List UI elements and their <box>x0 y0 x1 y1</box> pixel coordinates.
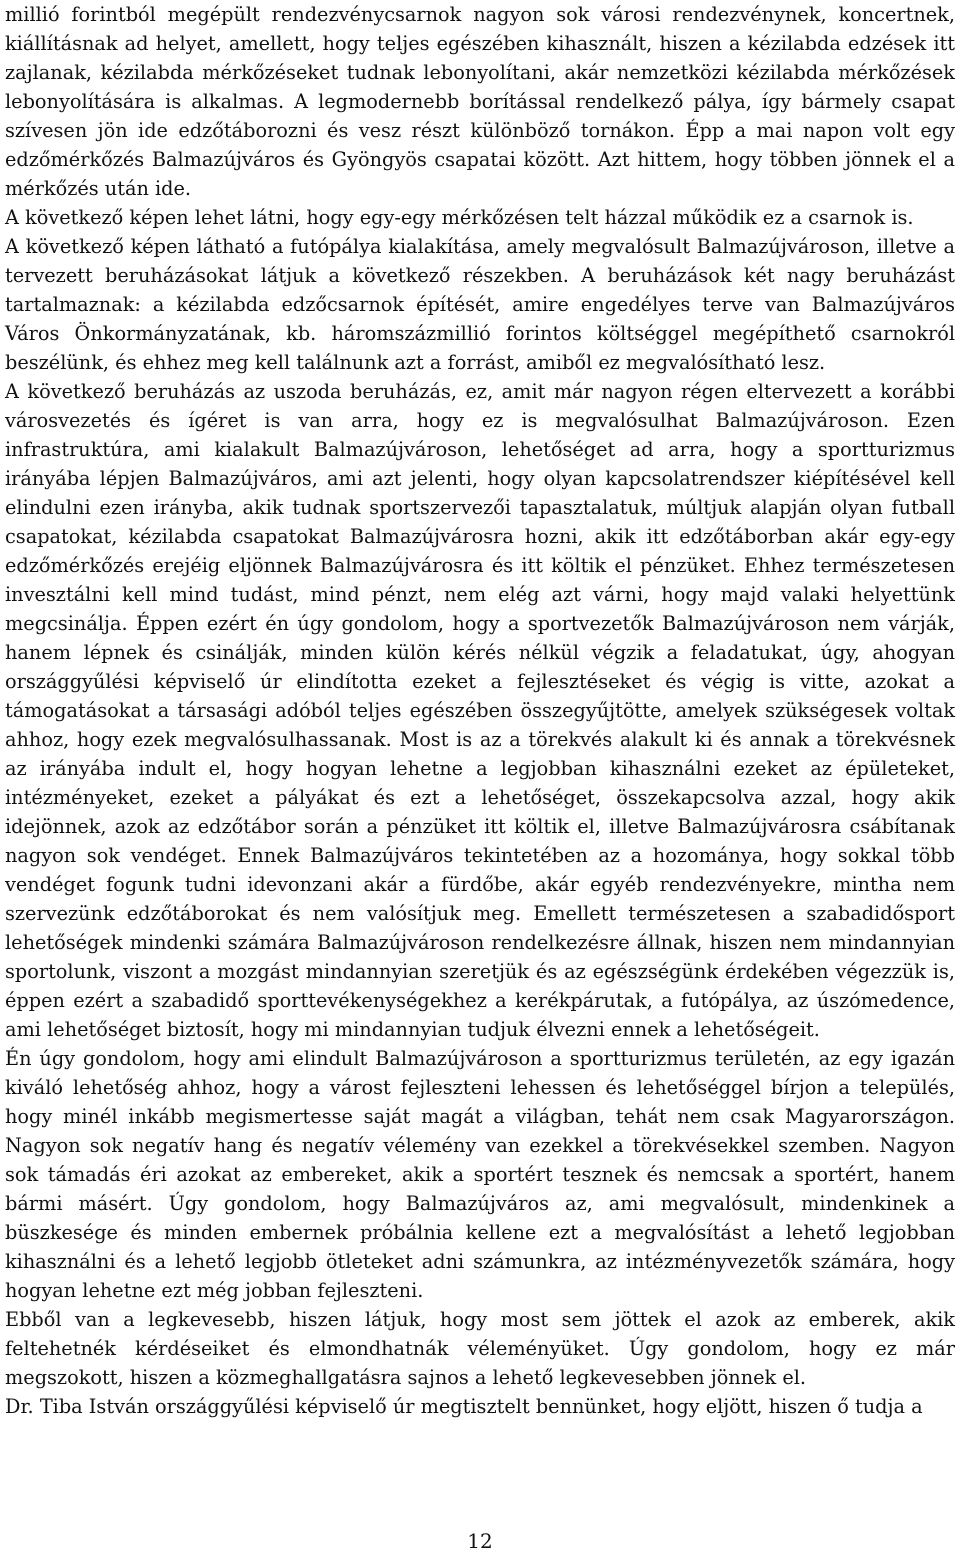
paragraph-dr-tiba-istvan: Dr. Tiba István országgyűlési képviselő úr megtisztelt bennünket, hogy eljött, hiszen ő tudja a <box>5 1395 923 1418</box>
paragraph-rendezvenycsarnok: millió forintból megépült rendezvénycsarnok nagyon sok városi rendezvénynek, koncertnek, kiállításnak ad helyet, amellett, hogy teljes egészében kihasznált, hiszen a kézilabda edzések itt zajlanak, kézilabda mérkőzéseket tudnak lebonyolítani, akár nemzetközi kézilabda mérkőzések lebonyolítására is alkalmas. A legmodernebb borítással rendelkező pálya, így bármely csapat szívesen jön ide edzőtáborozni és vesz részt különböző tornákon. Épp a mai napon volt egy edzőmérkőzés Balmazújváros és Gyöngyös csapatai között. Azt hittem, hogy többen jönnek el a mérkőzés után ide. <box>5 3 955 200</box>
paragraph-uszoda-beruhazas: A következő beruházás az uszoda beruházás, ez, amit már nagyon régen eltervezett a korábbi városvezetés és ígéret is van arra, hogy ez is megvalósulhat Balmazújvároson. Ezen infrastruktúra, ami kialakult Balmazújvároson, lehetőséget ad arra, hogy a sportturizmus irányába lépjen Balmazújváros, ami azt jelenti, hogy olyan kapcsolatrendszer kiépítésével kell elindulni ezen irányba, akik tudnak sportszervezői tapasztalatuk, múltjuk alapján olyan futball csapatokat, kézilabda csapatokat Balmazújvárosra hozni, akik itt edzőtáborban akár egy-egy edzőmérkőzés erejéig eljönnek Balmazújvárosra és itt költik el pénzüket. Ehhez természetesen invesztálni kell mind tudást, mind pénzt, nem elég azt várni, hogy majd valaki helyettünk megcsinálja. Éppen ezért én úgy gondolom, hogy a sportvezetők Balmazújvároson nem várják, hanem lépnek és csinálják, minden külön kérés nélkül végzik a feladatukat, úgy, ahogyan országgyűlési képviselő úr elindította ezeket a fejlesztéseket és végig is vitte, azokat a támogatásokat a társasági adóból teljes egészében összegyűjtötte, amelyek szükségesek voltak ahhoz, hogy ezek megvalósulhassanak. Most is az a törekvés alakult ki és annak a törekvésnek az irányába indult el, hogy hogyan lehetne a legjobban kihasználni ezeket az épületeket, intézményeket, ezeket a pályákat és ezt a lehetőséget, összekapcsolva azzal, hogy akik idejönnek, azok az edzőtábor során a pénzüket itt költik el, illetve Balmazújvárosra csábítanak nagyon sok vendéget. Ennek Balmazújváros tekintetében az a hozománya, hogy sokkal több vendéget fogunk tudni idevonzani akár a fürdőbe, akár egyéb rendezvényekre, mintha nem szervezünk edzőtáborokat és nem valósítjuk meg. Emellett természetesen a szabadidősport lehetőségek mindenki számára Balmazújvároson rendelkezésre állnak, hiszen nem mindannyian sportolunk, viszont a mozgást mindannyian szeretjük és az egészségünk érdekében végezzük is, éppen ezért a szabadidő sporttevékenységekhez a kerékpárutak, a futópálya, az úszómedence, ami lehetőséget biztosít, hogy mi mindannyian tudjuk élvezni ennek a lehetőségeit. <box>5 380 955 1041</box>
paragraph-telt-haz: A következő képen lehet látni, hogy egy-egy mérkőzésen telt házzal működik ez a csarnok is. <box>5 206 914 229</box>
page-number: 12 <box>467 1529 493 1553</box>
paragraph-kozmeghallgatas: Ebből van a legkevesebb, hiszen látjuk, hogy most sem jöttek el azok az emberek, akik feltehetnék kérdéseiket és elmondhatnák véleményüket. Úgy gondolom, hogy ez már megszokott, hiszen a közmeghallgatásra sajnos a lehető legkevesebben jönnek el. <box>5 1308 955 1389</box>
paragraph-futopalya: A következő képen látható a futópálya kialakítása, amely megvalósult Balmazújvároson, illetve a tervezett beruházásokat látjuk a következő részekben. A beruházások két nagy beruházást tartalmaznak: a kézilabda edzőcsarnok építését, amire engedélyes terve van Balmazújváros Város Önkormányzatának, kb. háromszázmillió forintos költséggel megépíthető csarnokról beszélünk, és ehhez meg kell találnunk azt a forrást, amiből ez megvalósítható lesz. <box>5 235 955 374</box>
paragraph-sportturizmus: Én úgy gondolom, hogy ami elindult Balmazújvároson a sportturizmus területén, az egy igazán kiváló lehetőség ahhoz, hogy a várost fejleszteni lehessen és lehetőséggel bírjon a település, hogy minél inkább megismertesse saját magát a világban, tehát nem csak Magyarországon. Nagyon sok negatív hang és negatív vélemény van ezekkel a törekvésekkel szemben. Nagyon sok támadás éri azokat az embereket, akik a sportért tesznek és nemcsak a sportért, hanem bármi másért. Úgy gondolom, hogy Balmazújváros az, ami megvalósult, mindenkinek a büszkesége és minden embernek próbálnia kellene ezt a megvalósítást a lehető legjobban kihasználni és a lehető legjobb ötleteket adni számunkra, az intézményvezetők számára, hogy hogyan lehetne ezt még jobban fejleszteni. <box>5 1047 955 1302</box>
document-body <box>5 0 955 1421</box>
